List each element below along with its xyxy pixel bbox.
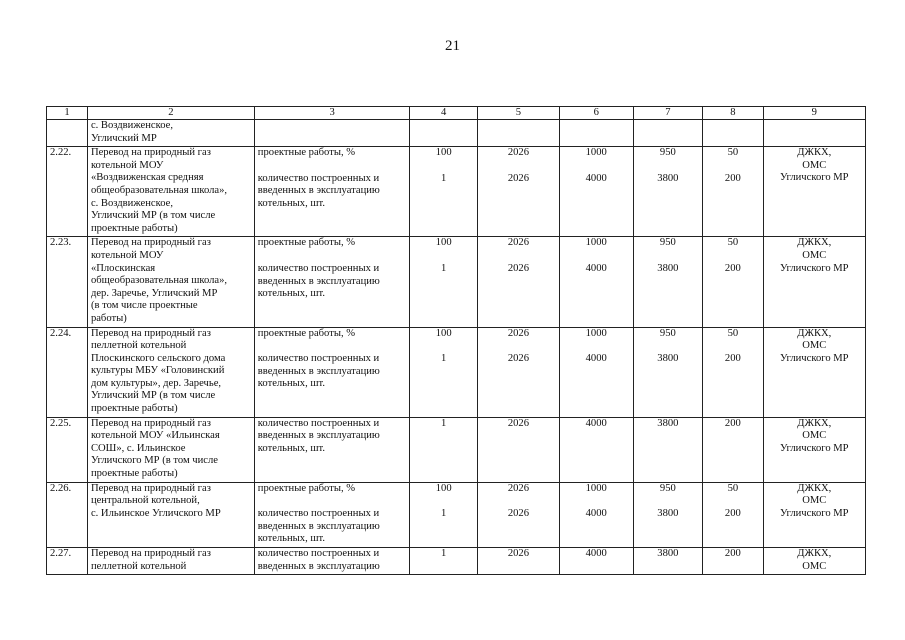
indicator-value: 2026 bbox=[507, 417, 529, 429]
indicator-value: 950 bbox=[659, 237, 676, 249]
indicator-value: 2026 bbox=[507, 237, 529, 249]
measure-name bbox=[87, 120, 254, 147]
indicator-cell bbox=[254, 120, 410, 147]
measure-name-line: котельной МОУ «Ильинская bbox=[90, 430, 220, 442]
row-number: 2.25. bbox=[47, 417, 88, 482]
value-cell bbox=[703, 237, 763, 327]
measure-name-line: проектные работы) bbox=[90, 468, 178, 480]
table-row bbox=[47, 327, 866, 417]
measure-name-line: дер. Заречье, Угличский МР bbox=[90, 287, 218, 299]
measure-name-line: (в том числе проектные bbox=[90, 300, 198, 312]
executor-cell bbox=[763, 327, 865, 417]
indicator-cell bbox=[254, 482, 410, 547]
measure-name-line: центральной котельной, bbox=[90, 495, 200, 507]
value-cell bbox=[477, 237, 559, 327]
executor-line: ОМС bbox=[802, 495, 827, 507]
value-cell bbox=[559, 327, 633, 417]
measure-name-line: проектные работы) bbox=[90, 222, 178, 234]
executor-line: ДЖКХ, bbox=[797, 327, 832, 339]
measure-name-line: проектные работы) bbox=[90, 403, 178, 415]
value-cell bbox=[410, 548, 478, 575]
measure-name-line: пеллетной котельной bbox=[90, 340, 187, 352]
spacer bbox=[563, 340, 630, 353]
spacer bbox=[637, 495, 700, 508]
indicator-value: 1 bbox=[441, 262, 447, 274]
indicator-value: 3800 bbox=[657, 353, 679, 365]
measure-name-line: общеобразовательная школа», bbox=[90, 184, 228, 196]
indicator-label-line: котельных, шт. bbox=[257, 288, 326, 300]
indicator-value: 950 bbox=[659, 482, 676, 494]
spacer bbox=[637, 160, 700, 173]
table-body bbox=[47, 107, 866, 575]
value-cell bbox=[559, 120, 633, 147]
executor-line: Угличского МР bbox=[779, 442, 849, 454]
indicator-value: 4000 bbox=[585, 262, 607, 274]
measure-name-line: Перевод на природный газ bbox=[90, 327, 211, 339]
measure-name-line: Угличский МР bbox=[90, 132, 157, 144]
indicator-cell bbox=[254, 548, 410, 575]
header-cell: 9 bbox=[763, 107, 865, 120]
spacer bbox=[481, 250, 556, 263]
table-row bbox=[47, 548, 866, 575]
indicator-label-line: проектные работы, % bbox=[257, 482, 356, 494]
value-cell bbox=[633, 120, 703, 147]
spacer bbox=[413, 495, 474, 508]
indicator-value: 1000 bbox=[585, 147, 607, 159]
value-cell bbox=[633, 417, 703, 482]
indicator-label-line: проектные работы, % bbox=[257, 147, 356, 159]
indicator-value: 100 bbox=[435, 327, 452, 339]
indicator-value: 100 bbox=[435, 147, 452, 159]
value-cell bbox=[559, 482, 633, 547]
measure-name-line: работы) bbox=[90, 312, 127, 324]
spacer bbox=[258, 160, 407, 173]
measure-name-line: котельной МОУ bbox=[90, 159, 164, 171]
value-cell bbox=[410, 482, 478, 547]
indicator-cell bbox=[254, 147, 410, 237]
executor-line: ОМС bbox=[802, 340, 827, 352]
indicator-value: 2026 bbox=[507, 482, 529, 494]
indicator-value: 3800 bbox=[657, 417, 679, 429]
indicator-value: 2026 bbox=[507, 327, 529, 339]
spacer bbox=[258, 340, 407, 353]
spacer bbox=[413, 340, 474, 353]
indicator-value: 200 bbox=[724, 262, 741, 274]
indicator-value: 4000 bbox=[585, 417, 607, 429]
measure-name-line: «Плоскинская bbox=[90, 262, 156, 274]
indicator-value: 50 bbox=[727, 482, 739, 494]
measure-name-line: с. Ильинское Угличского МР bbox=[90, 507, 221, 519]
executor-line: ДЖКХ, bbox=[797, 417, 832, 429]
spacer bbox=[563, 160, 630, 173]
measure-name bbox=[87, 548, 254, 575]
value-cell bbox=[703, 417, 763, 482]
indicator-value: 200 bbox=[724, 417, 741, 429]
table-row bbox=[47, 147, 866, 237]
spacer bbox=[413, 160, 474, 173]
value-cell bbox=[703, 482, 763, 547]
value-cell bbox=[703, 548, 763, 575]
row-number: 2.23. bbox=[47, 237, 88, 327]
executor-line: Угличского МР bbox=[779, 262, 849, 274]
indicator-value: 3800 bbox=[657, 262, 679, 274]
measure-name-line: Перевод на природный газ bbox=[90, 548, 211, 559]
indicator-label-line: количество построенных и bbox=[257, 262, 380, 274]
table-row bbox=[47, 482, 866, 547]
indicator-value: 1 bbox=[441, 417, 447, 429]
indicator-cell bbox=[254, 237, 410, 327]
row-number: 2.22. bbox=[47, 147, 88, 237]
executor-cell bbox=[763, 147, 865, 237]
indicator-label-line: количество построенных и bbox=[257, 172, 380, 184]
indicator-value: 4000 bbox=[585, 548, 607, 559]
indicator-label-line: введенных в эксплуатацию bbox=[257, 365, 380, 377]
indicator-label-line: введенных в эксплуатацию bbox=[257, 430, 380, 442]
measure-name-line: Угличский МР (в том числе bbox=[90, 390, 216, 402]
indicator-value: 2026 bbox=[507, 353, 529, 365]
indicator-value: 50 bbox=[727, 237, 739, 249]
indicator-value: 1 bbox=[441, 508, 447, 520]
value-cell bbox=[559, 548, 633, 575]
measure-name-line: Угличского МР (в том числе bbox=[90, 455, 218, 467]
indicator-value: 1 bbox=[441, 353, 447, 365]
executor-line: ДЖКХ, bbox=[797, 237, 832, 249]
value-cell bbox=[559, 237, 633, 327]
indicator-label-line: проектные работы, % bbox=[257, 327, 356, 339]
value-cell bbox=[410, 417, 478, 482]
value-cell bbox=[633, 237, 703, 327]
indicator-value: 1000 bbox=[585, 482, 607, 494]
header-cell: 3 bbox=[254, 107, 410, 120]
indicator-cell bbox=[254, 327, 410, 417]
executor-line: Угличского МР bbox=[779, 352, 849, 364]
measure-name-line: Плоскинского сельского дома bbox=[90, 352, 226, 364]
indicator-value: 2026 bbox=[507, 508, 529, 520]
indicator-label-line: котельных, шт. bbox=[257, 378, 326, 390]
value-cell bbox=[477, 417, 559, 482]
value-cell bbox=[633, 548, 703, 575]
row-number: 2.26. bbox=[47, 482, 88, 547]
value-cell bbox=[477, 482, 559, 547]
value-cell bbox=[633, 147, 703, 237]
executor-line: Угличского МР bbox=[779, 172, 849, 184]
spacer bbox=[563, 250, 630, 263]
value-cell bbox=[703, 327, 763, 417]
indicator-value: 50 bbox=[727, 327, 739, 339]
header-cell: 5 bbox=[477, 107, 559, 120]
indicator-label-line: введенных в эксплуатацию bbox=[257, 275, 380, 287]
spacer bbox=[258, 250, 407, 263]
header-cell: 7 bbox=[633, 107, 703, 120]
indicator-label-line: количество построенных и bbox=[257, 417, 380, 429]
executor-cell bbox=[763, 548, 865, 575]
value-cell bbox=[477, 147, 559, 237]
value-cell bbox=[703, 120, 763, 147]
indicator-label-line: введенных в эксплуатацию bbox=[257, 560, 380, 572]
spacer bbox=[258, 495, 407, 508]
executor-cell bbox=[763, 237, 865, 327]
measure-name-line: Перевод на природный газ bbox=[90, 147, 211, 159]
measure-name-line: культуры МБУ «Головинский bbox=[90, 365, 225, 377]
indicator-value: 1000 bbox=[585, 237, 607, 249]
value-cell bbox=[477, 120, 559, 147]
header-cell: 2 bbox=[87, 107, 254, 120]
header-cell: 1 bbox=[47, 107, 88, 120]
indicator-cell bbox=[254, 417, 410, 482]
indicator-value: 2026 bbox=[507, 548, 529, 559]
spacer bbox=[706, 495, 759, 508]
value-cell bbox=[410, 147, 478, 237]
measure-name bbox=[87, 482, 254, 547]
indicator-value: 4000 bbox=[585, 353, 607, 365]
measure-name bbox=[87, 237, 254, 327]
measure-name-line: общеобразовательная школа», bbox=[90, 275, 228, 287]
table-row bbox=[47, 237, 866, 327]
measure-name-line: Перевод на природный газ bbox=[90, 417, 211, 429]
indicator-value: 1 bbox=[441, 172, 447, 184]
value-cell bbox=[410, 237, 478, 327]
measure-name-line: с. Воздвиженское, bbox=[90, 120, 173, 131]
value-cell bbox=[410, 120, 478, 147]
spacer bbox=[637, 250, 700, 263]
indicator-value: 2026 bbox=[507, 262, 529, 274]
spacer bbox=[706, 340, 759, 353]
continuation-row bbox=[47, 120, 866, 147]
executor-cell bbox=[763, 417, 865, 482]
executor-cell bbox=[763, 482, 865, 547]
measure-name-line: пеллетной котельной bbox=[90, 560, 187, 572]
value-cell bbox=[477, 548, 559, 575]
spacer bbox=[706, 160, 759, 173]
indicator-label-line: количество построенных и bbox=[257, 353, 380, 365]
value-cell bbox=[633, 327, 703, 417]
measure-name-line: Перевод на природный газ bbox=[90, 482, 211, 494]
measure-name-line: «Воздвиженская средняя bbox=[90, 172, 204, 184]
indicator-label-line: котельных, шт. bbox=[257, 442, 326, 454]
indicator-value: 1000 bbox=[585, 327, 607, 339]
indicator-value: 200 bbox=[724, 353, 741, 365]
value-cell bbox=[633, 482, 703, 547]
indicator-value: 4000 bbox=[585, 508, 607, 520]
executor-line: ДЖКХ, bbox=[797, 482, 832, 494]
measure-name-line: Угличский МР (в том числе bbox=[90, 210, 216, 222]
indicator-label-line: проектные работы, % bbox=[257, 237, 356, 249]
indicator-value: 3800 bbox=[657, 172, 679, 184]
executor-cell bbox=[763, 120, 865, 147]
indicator-value: 100 bbox=[435, 237, 452, 249]
spacer bbox=[706, 250, 759, 263]
measure-name-line: СОШ», с. Ильинское bbox=[90, 442, 186, 454]
value-cell bbox=[477, 327, 559, 417]
indicator-value: 3800 bbox=[657, 508, 679, 520]
page-number: 21 bbox=[445, 38, 460, 54]
indicator-value: 200 bbox=[724, 548, 741, 559]
indicator-label-line: введенных в эксплуатацию bbox=[257, 520, 380, 532]
value-cell bbox=[559, 147, 633, 237]
executor-line: ОМС bbox=[802, 560, 827, 572]
indicator-value: 3800 bbox=[657, 548, 679, 559]
indicator-label-line: количество построенных и bbox=[257, 548, 380, 559]
spacer bbox=[481, 495, 556, 508]
indicator-value: 200 bbox=[724, 172, 741, 184]
measures-table bbox=[46, 106, 866, 575]
value-cell bbox=[703, 147, 763, 237]
executor-line: Угличского МР bbox=[779, 507, 849, 519]
indicator-value: 4000 bbox=[585, 172, 607, 184]
value-cell bbox=[410, 327, 478, 417]
executor-line: ОМС bbox=[802, 159, 827, 171]
spacer bbox=[481, 340, 556, 353]
executor-line: ОМС bbox=[802, 249, 827, 261]
executor-line: ДЖКХ, bbox=[797, 548, 832, 559]
spacer bbox=[563, 495, 630, 508]
measure-name bbox=[87, 147, 254, 237]
spacer bbox=[637, 340, 700, 353]
header-cell: 4 bbox=[410, 107, 478, 120]
indicator-value: 200 bbox=[724, 508, 741, 520]
indicator-value: 1 bbox=[441, 548, 447, 559]
indicator-value: 100 bbox=[435, 482, 452, 494]
measure-name-line: дом культуры», дер. Заречье, bbox=[90, 377, 222, 389]
indicator-label-line: количество построенных и bbox=[257, 508, 380, 520]
measure-name-line: Перевод на природный газ bbox=[90, 237, 211, 249]
indicator-value: 2026 bbox=[507, 172, 529, 184]
row-number: 2.27. bbox=[47, 548, 88, 575]
header-cell: 8 bbox=[703, 107, 763, 120]
measure-name-line: котельной МОУ bbox=[90, 249, 164, 261]
indicator-value: 950 bbox=[659, 147, 676, 159]
spacer bbox=[481, 160, 556, 173]
measure-name bbox=[87, 417, 254, 482]
column-number-header bbox=[47, 107, 866, 120]
measure-name-line: с. Воздвиженское, bbox=[90, 197, 173, 209]
executor-line: ОМС bbox=[802, 430, 827, 442]
indicator-label-line: котельных, шт. bbox=[257, 197, 326, 209]
header-cell: 6 bbox=[559, 107, 633, 120]
spacer bbox=[413, 250, 474, 263]
indicator-label-line: введенных в эксплуатацию bbox=[257, 185, 380, 197]
indicator-value: 50 bbox=[727, 147, 739, 159]
indicator-label-line: котельных, шт. bbox=[257, 533, 326, 545]
measure-name bbox=[87, 327, 254, 417]
executor-line: ДЖКХ, bbox=[797, 147, 832, 159]
indicator-value: 950 bbox=[659, 327, 676, 339]
table-row bbox=[47, 417, 866, 482]
indicator-value: 2026 bbox=[507, 147, 529, 159]
row-number bbox=[47, 120, 88, 147]
row-number: 2.24. bbox=[47, 327, 88, 417]
value-cell bbox=[559, 417, 633, 482]
